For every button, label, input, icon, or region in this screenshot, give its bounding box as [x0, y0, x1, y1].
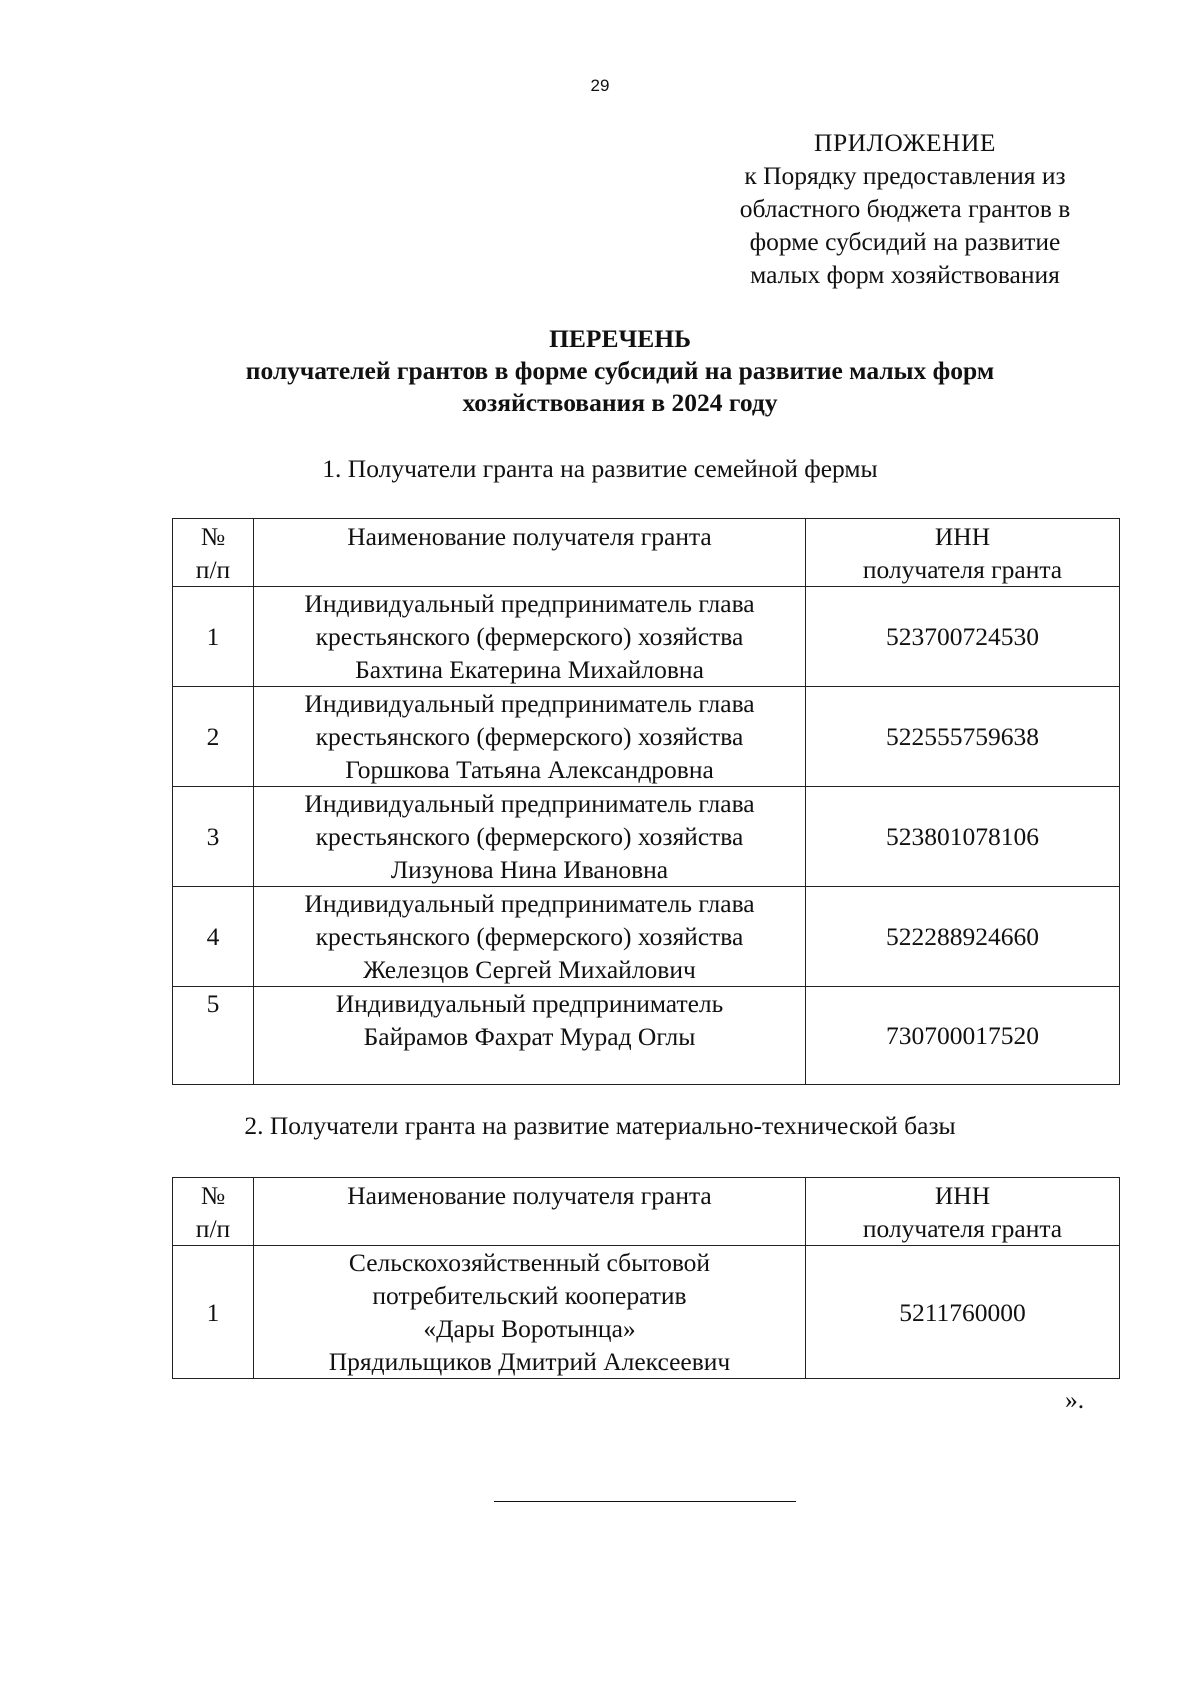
header-number: [173, 1178, 254, 1246]
header-number-abbr: п/п: [195, 555, 231, 584]
recipient-name: [254, 587, 806, 687]
recipient-name-line: Лизунова Нина Ивановна: [390, 855, 669, 884]
row-number: 2: [173, 687, 254, 787]
title-line: получателей грантов в форме субсидий на развитие малых форм: [245, 356, 995, 385]
recipient-name-line: Горшкова Татьяна Александровна: [345, 755, 714, 784]
row-number: 3: [173, 787, 254, 887]
recipient-inn: 523801078106: [806, 787, 1120, 887]
table-row: [173, 687, 1120, 787]
appendix-line: областного бюджета грантов в: [739, 194, 1071, 223]
header-inn: [806, 519, 1120, 587]
recipient-name: [254, 787, 806, 887]
row-number: 4: [173, 887, 254, 987]
recipient-name: [254, 1246, 806, 1379]
row-number: 5: [173, 987, 254, 1085]
table-row: [173, 787, 1120, 887]
recipient-name: [254, 987, 806, 1085]
table-header-row: [173, 519, 1120, 587]
recipient-inn: 522288924660: [806, 887, 1120, 987]
recipient-name: [254, 887, 806, 987]
recipient-name-line: Байрамов Фахрат Мурад Оглы: [363, 1022, 696, 1051]
header-number: [173, 519, 254, 587]
recipient-name-line: потребительский кооператив: [372, 1281, 687, 1310]
page-number: 29: [590, 76, 610, 95]
appendix-line: к Порядку предоставления из: [744, 161, 1066, 190]
recipient-inn: 522555759638: [806, 687, 1120, 787]
grant-recipients-table-material-base: [172, 1177, 1120, 1379]
row-number: 1: [173, 1246, 254, 1379]
recipient-name-line: крестьянского (фермерского) хозяйства: [315, 622, 744, 651]
header-number-abbr: п/п: [195, 1214, 231, 1243]
closing-quote: ».: [1065, 1385, 1085, 1414]
header-inn-label: ИНН: [934, 522, 991, 551]
grant-recipients-table-family-farm: [172, 518, 1120, 1085]
recipient-inn: 730700017520: [806, 987, 1120, 1085]
section-title-family-farm: 1. Получатели гранта на развитие семейной фермы: [322, 454, 878, 483]
recipient-name-line: Бахтина Екатерина Михайловна: [355, 655, 704, 684]
header-name: Наименование получателя гранта: [254, 519, 806, 587]
header-name: Наименование получателя гранта: [254, 1178, 806, 1246]
recipient-name-line: «Дары Воротынца»: [423, 1314, 636, 1343]
document-title: [140, 323, 1100, 419]
header-inn: [806, 1178, 1120, 1246]
title-line: хозяйствования в 2024 году: [462, 388, 778, 417]
recipient-name-line: Индивидуальный предприниматель глава: [304, 589, 755, 618]
header-inn-label: ИНН: [934, 1181, 991, 1210]
table-row: [173, 887, 1120, 987]
recipient-name-line: Индивидуальный предприниматель глава: [304, 789, 755, 818]
table-row: [173, 987, 1120, 1085]
appendix-line: форме субсидий на развитие: [749, 227, 1061, 256]
recipient-name-line: Индивидуальный предприниматель глава: [304, 889, 755, 918]
recipient-name-line: Сельскохозяйственный сбытовой: [348, 1248, 711, 1277]
header-inn-sub: получателя гранта: [862, 1214, 1063, 1243]
table-row: [173, 587, 1120, 687]
section-title-material-base: 2. Получатели гранта на развитие материально-технической базы: [244, 1111, 956, 1140]
recipient-name-line: крестьянского (фермерского) хозяйства: [315, 822, 744, 851]
title-heading: ПЕРЕЧЕНЬ: [549, 324, 691, 353]
recipient-name-line: Индивидуальный предприниматель глава: [304, 689, 755, 718]
appendix-line: малых форм хозяйствования: [750, 260, 1060, 289]
end-separator-line: [494, 1501, 796, 1502]
appendix-block: [680, 126, 1130, 291]
recipient-name-line: Индивидуальный предприниматель: [335, 989, 724, 1018]
recipient-name-line: крестьянского (фермерского) хозяйства: [315, 722, 744, 751]
recipient-inn: 523700724530: [806, 587, 1120, 687]
appendix-heading: ПРИЛОЖЕНИЕ: [814, 128, 996, 157]
recipient-name-line: Прядильщиков Дмитрий Алексеевич: [328, 1347, 731, 1376]
recipient-name-line: Железцов Сергей Михайлович: [363, 955, 696, 984]
row-number: 1: [173, 587, 254, 687]
header-inn-sub: получателя гранта: [862, 555, 1063, 584]
header-number-symbol: №: [200, 1181, 226, 1210]
header-number-symbol: №: [200, 522, 226, 551]
recipient-name: [254, 687, 806, 787]
recipient-inn: 5211760000: [806, 1246, 1120, 1379]
table-row: [173, 1246, 1120, 1379]
recipient-name-line: крестьянского (фермерского) хозяйства: [315, 922, 744, 951]
table-header-row: [173, 1178, 1120, 1246]
